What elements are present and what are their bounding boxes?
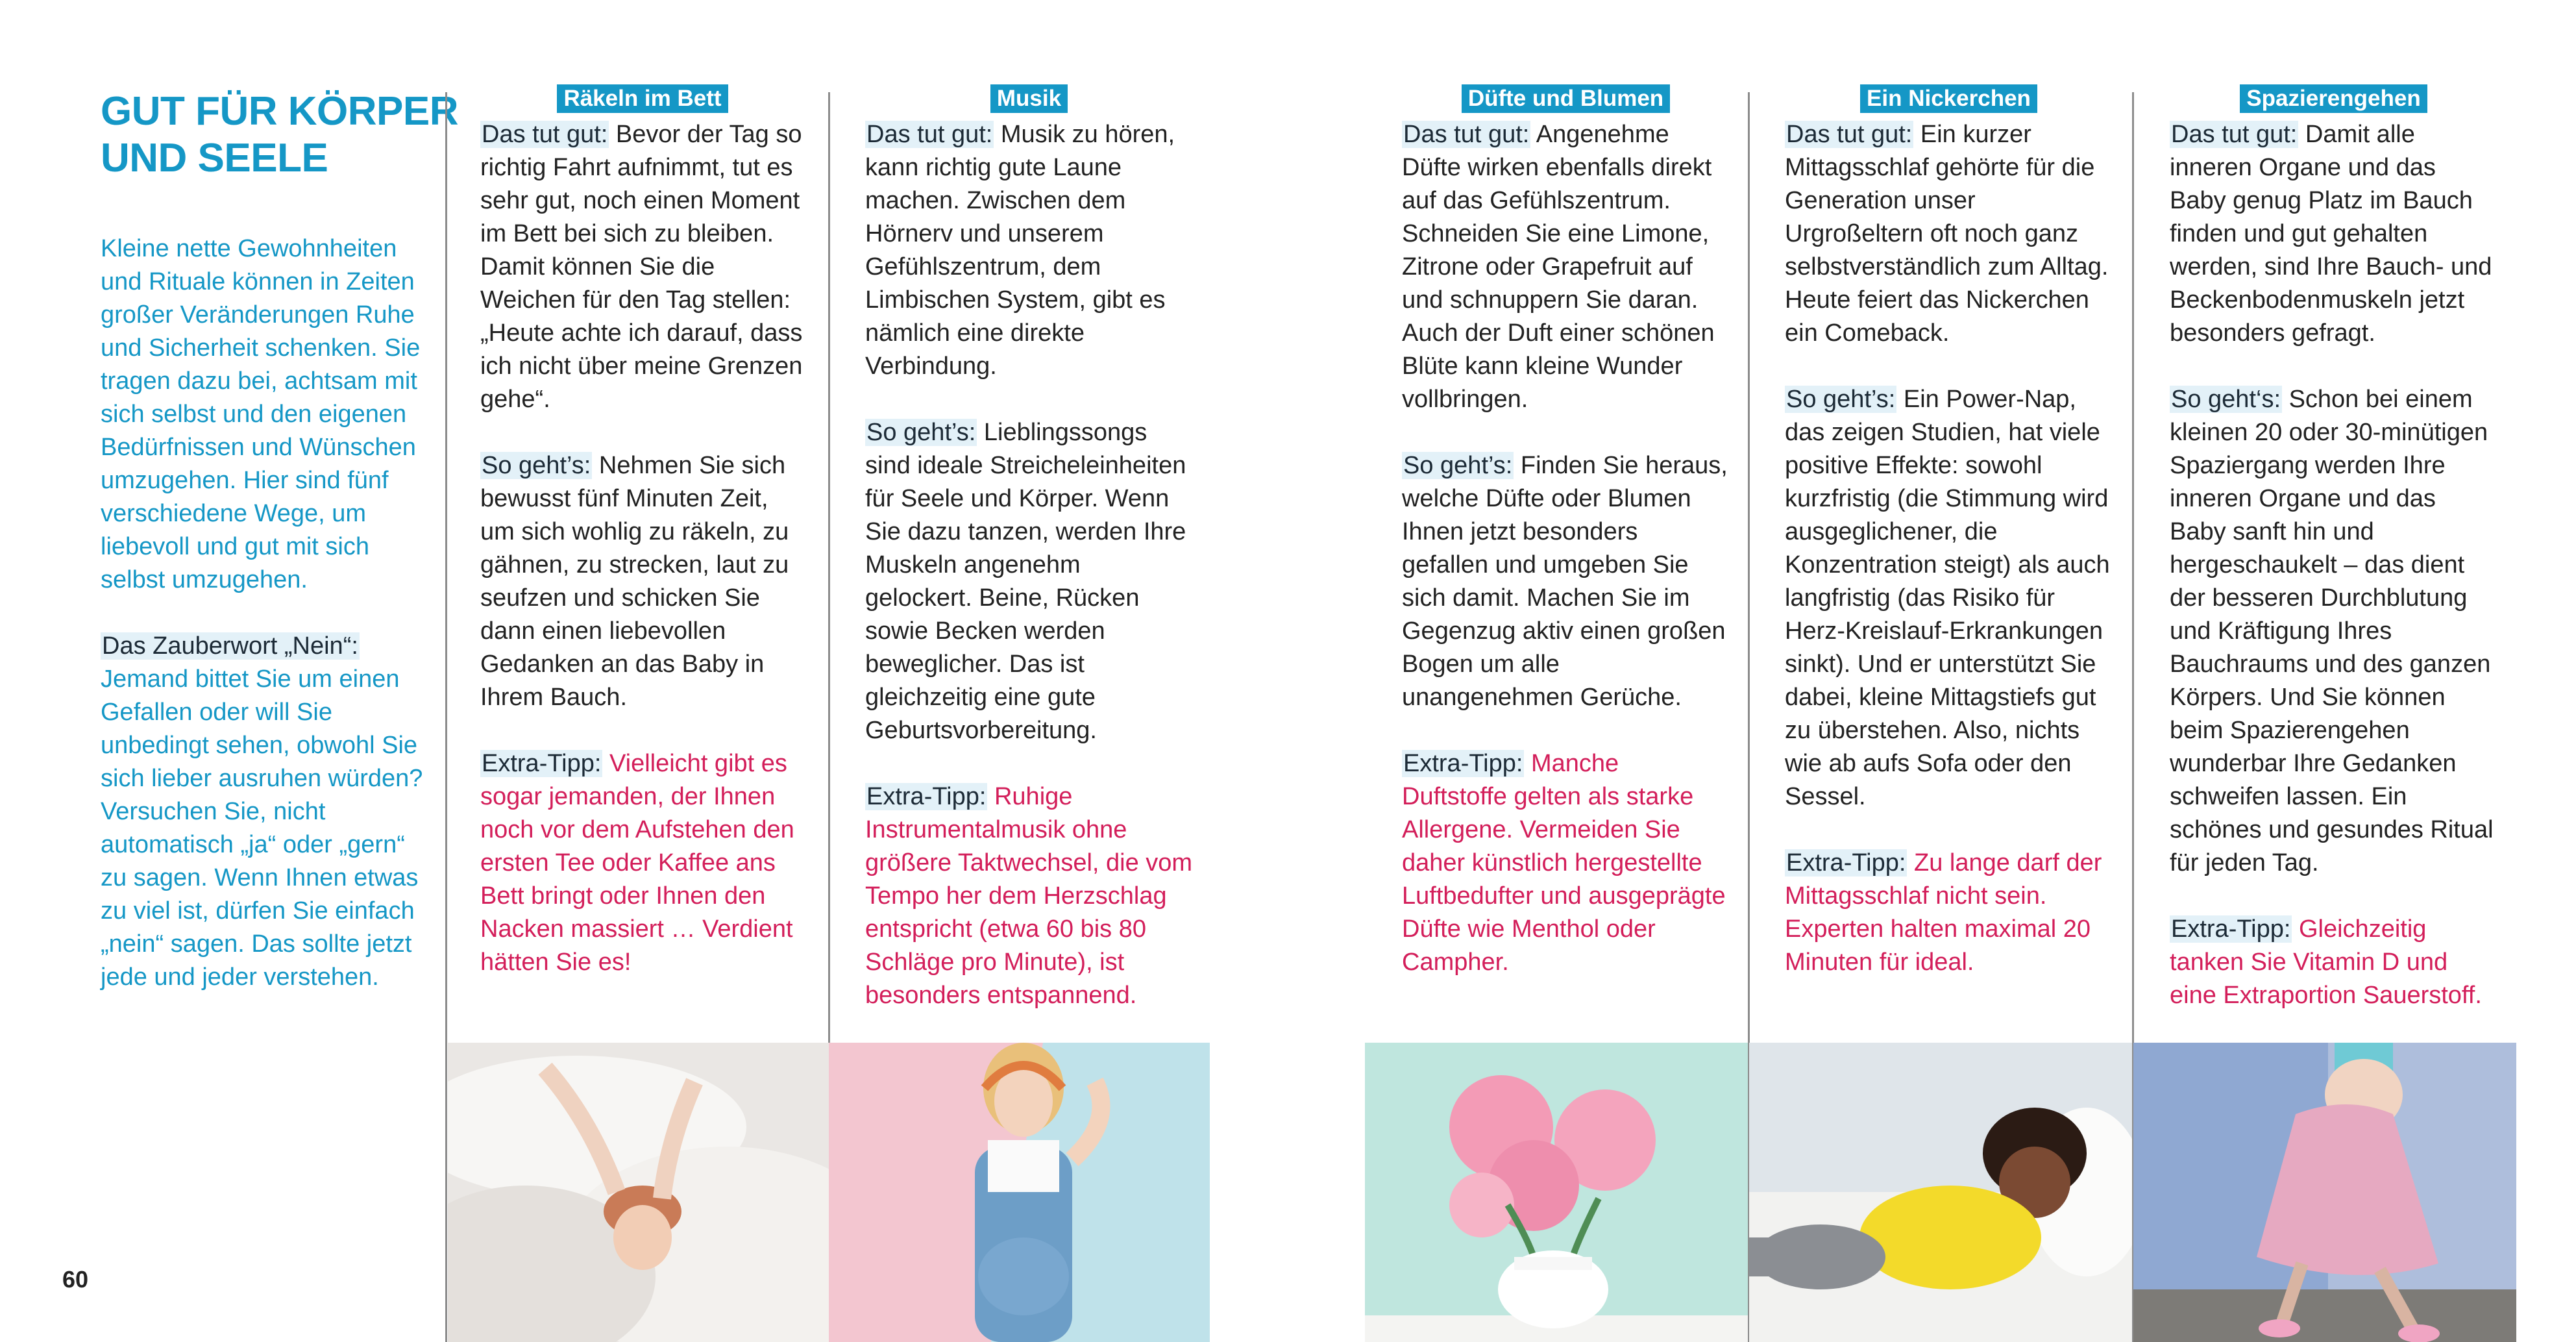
photo-musik xyxy=(829,1043,1210,1342)
text-good: Bevor der Tag so richtig Fahrt aufnimmt, tut es sehr gut, noch einen Moment im Bett bei sich zu bleiben. Damit können Sie die Weichen für den Tag stellen: „Heute achte ich darauf, dass ich nicht über meine Grenzen gehe“. xyxy=(480,121,803,413)
label-tip: Extra-Tipp: xyxy=(482,750,602,777)
text-good: Musik zu hören, kann richtig gute Laune machen. Zwischen dem Hörnerv und unserem Gefühlszentrum, dem Limbischen System, gibt es nämlich eine direkte Verbindung. xyxy=(865,121,1175,380)
column-title: Musik xyxy=(865,84,1193,118)
photo-blumen xyxy=(1365,1043,1748,1342)
label-how: So geht’s: xyxy=(866,419,976,446)
text-tip: Manche Duftstoffe gelten als starke Allergene. Vermeiden Sie daher künstlich hergestellte Luftbedufter und ausgeprägte Düfte wie Menthol oder Campher. xyxy=(1402,750,1726,976)
text-tip: Gleichzeitig tanken Sie Vitamin D und eine Extraportion Sauerstoff. xyxy=(2170,915,2482,1009)
label-good: Das tut gut: xyxy=(1403,121,1530,148)
column-text xyxy=(1785,118,2113,979)
text-how: Lieblingssongs sind ideale Streicheleinheiten für Seele und Körper. Wenn Sie dazu tanzen, werden Ihre Muskeln angenehm gelockert. Beine, Rücken sowie Becken werden beweglicher. Das ist gleichzeitig eine gute Geburtsvorbereitung. xyxy=(865,419,1186,744)
text-tip: Ruhige Instrumentalmusik ohne größere Taktwechsel, die vom Tempo her dem Herzschlag entspricht (etwa 60 bis 80 Schläge pro Minute), ist besonders entspannend. xyxy=(865,783,1193,1009)
text-tip: Vielleicht gibt es sogar jemanden, der Ihnen noch vor dem Aufstehen den ersten Tee oder Kaffee ans Bett bringt oder Ihnen den Nacken massiert … Verdient hätten Sie es! xyxy=(480,750,794,976)
text-how: Finden Sie heraus, welche Düfte oder Blumen Ihnen jetzt besonders gefallen und umgeben Sie sich damit. Machen Sie im Gegenzug aktiv einen großen Bogen um alle unangenehmen Gerüche. xyxy=(1402,452,1728,711)
intro-text: Kleine nette Gewohnheiten und Rituale können in Zeiten großer Veränderungen Ruhe und Sicherheit schenken. Sie tragen dazu bei, achtsam mit sich selbst und den eigenen Bedürfnissen und Wünschen umzugehen. Hier sind fünf verschiedene Wege, um liebevoll und gut mit sich selbst umzugehen. xyxy=(101,235,421,593)
column-nickerchen xyxy=(1785,84,2113,1012)
text-how: Schon bei einem kleinen 20 oder 30-minütigen Spaziergang werden Ihre inneren Organe und das Baby sanft hin und hergeschaukelt – das dient der besseren Durchblutung und Kräftigung Ihres Bauchraums und des ganzen Körpers. Und Sie können beim Spazierengehen wunderbar Ihre Gedanken schweifen lassen. Ein schönes und gesundes Ritual für jeden Tag. xyxy=(2170,386,2494,876)
photo-raekeln xyxy=(448,1043,829,1342)
label-good: Das tut gut: xyxy=(866,121,993,148)
label-tip: Extra-Tipp: xyxy=(1786,849,1906,876)
label-good: Das tut gut: xyxy=(2171,121,2298,148)
label-how: So geht’s: xyxy=(1403,452,1513,479)
column-musik xyxy=(865,84,1193,1045)
column-title: Ein Nickerchen xyxy=(1785,84,2113,118)
photo-nickerchen xyxy=(1749,1043,2132,1342)
column-title: Düfte und Blumen xyxy=(1402,84,1730,118)
intro-block xyxy=(101,232,432,1027)
column-text xyxy=(1402,118,1730,979)
column-raekeln xyxy=(480,84,805,1012)
page-number: 60 xyxy=(62,1266,89,1293)
text-good: Ein kurzer Mittagsschlaf gehörte für die Generation unser Urgroßeltern oft noch ganz selbstverständlich zum Alltag. Heute feiert das Nickerchen ein Comeback. xyxy=(1785,121,2109,347)
column-spazierengehen xyxy=(2170,84,2497,1045)
text-tip: Zu lange darf der Mittagsschlaf nicht sein. Experten halten maximal 20 Minuten für ideal. xyxy=(1785,849,2102,976)
text-good: Damit alle inneren Organe und das Baby genug Platz im Bauch finden und gut gehalten werden, sind Ihre Bauch- und Beckenbodenmuskeln jetzt besonders gefragt. xyxy=(2170,121,2492,347)
label-how: So geht’s: xyxy=(482,452,591,479)
text-good: Angenehme Düfte wirken ebenfalls direkt auf das Gefühlszentrum. Schneiden Sie eine Limone, Zitrone oder Grapefruit auf und schnuppern Sie daran. Auch der Duft einer schönen Blüte kann kleine Wunder vollbringen. xyxy=(1402,121,1715,413)
page-title: GUT FÜR KÖRPER UND SEELE xyxy=(101,89,458,180)
text-how: Nehmen Sie sich bewusst fünf Minuten Zeit, um sich wohlig zu räkeln, zu gähnen, zu strecken, laut zu seufzen und schicken Sie dann einen liebevollen Gedanken an das Baby in Ihrem Bauch. xyxy=(480,452,789,711)
label-tip: Extra-Tipp: xyxy=(2171,915,2291,943)
label-how: So geht‘s: xyxy=(2171,386,2281,413)
label-tip: Extra-Tipp: xyxy=(866,783,987,810)
label-good: Das tut gut: xyxy=(482,121,608,148)
text-how: Ein Power-Nap, das zeigen Studien, hat viele positive Effekte: sowohl kurzfristig (die Stimmung wird ausgeglichener, die Konzentration steigt) als auch langfristig (das Risiko für Herz-Kreislauf-Erkrankungen sinkt). Und er unterstützt Sie dabei, kleine Mittagstiefs gut zu überstehen. Also, nichts wie ab aufs Sofa oder den Sessel. xyxy=(1785,386,2110,810)
right-page xyxy=(1262,0,2576,1342)
label-tip: Extra-Tipp: xyxy=(1403,750,1523,777)
label-how: So geht’s: xyxy=(1786,386,1896,413)
zauberwort-label: Das Zauberwort „Nein“: xyxy=(102,632,358,660)
column-title: Räkeln im Bett xyxy=(480,84,805,118)
photo-spazierengehen xyxy=(2133,1043,2516,1342)
column-text xyxy=(865,118,1193,1012)
zauberwort-text: Jemand bittet Sie um einen Gefallen oder will Sie unbedingt sehen, obwohl Sie sich lieber ausruhen würden? Versuchen Sie, nicht automatisch „ja“ oder „gern“ zu sagen. Wenn Ihnen etwas zu viel ist, dürfen Sie einfach „nein“ sagen. Das sollte jetzt jede und jeder verstehen. xyxy=(101,665,423,991)
column-text xyxy=(2170,118,2497,1012)
column-title: Spazierengehen xyxy=(2170,84,2497,118)
column-divider xyxy=(445,92,447,1342)
column-duefte xyxy=(1402,84,1730,1012)
zauberwort-paragraph xyxy=(101,630,432,994)
column-text xyxy=(480,118,805,979)
left-page xyxy=(0,0,1262,1342)
label-good: Das tut gut: xyxy=(1786,121,1913,148)
